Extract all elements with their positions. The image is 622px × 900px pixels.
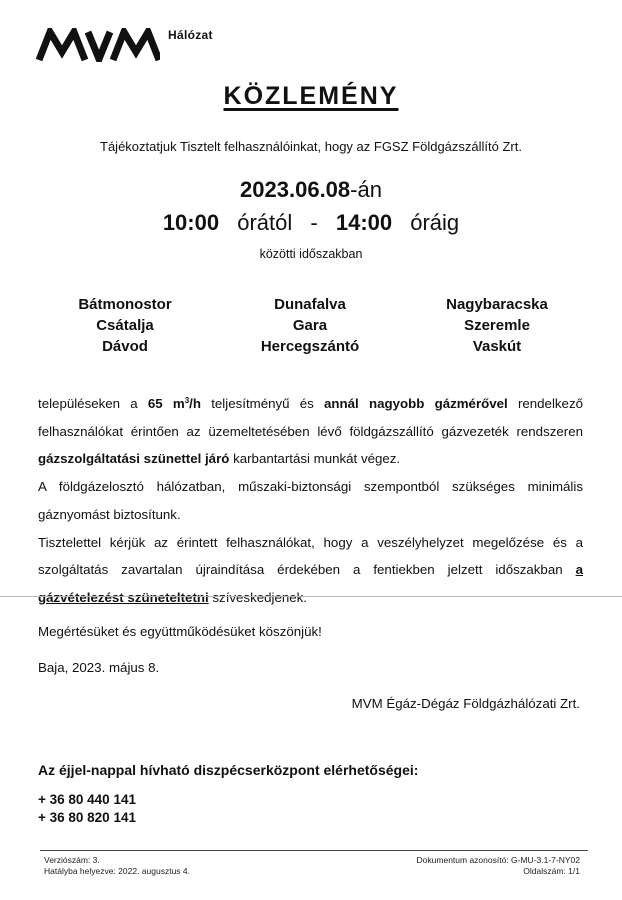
settlement-column-1 bbox=[55, 294, 195, 357]
mvm-logo bbox=[36, 28, 160, 62]
logo-subtitle: Hálózat bbox=[168, 28, 213, 42]
footer-divider bbox=[40, 850, 588, 851]
body-paragraph-2: A földgázelosztó hálózatban, műszaki-biztonsági szempontból szükséges minimális gáznyomást biztosítunk. bbox=[38, 479, 583, 522]
place-date: Baja, 2023. május 8. bbox=[38, 660, 160, 675]
divider bbox=[0, 596, 622, 597]
body-paragraph-3: Tisztelettel kérjük az érintett felhasználókat, hogy a veszélyhelyzet megelőzése és a szolgáltatás zavartalan újraindítása érdekében a fentiekben jelzett időszakban a gázvételezést szüneteltetni szíveskedjenek. bbox=[38, 534, 583, 605]
to-word: óráig bbox=[410, 210, 460, 235]
time-from: 10:00 bbox=[162, 210, 220, 235]
settlement-column-3 bbox=[422, 294, 572, 357]
effective-date: Hatályba helyezve: 2022. augusztus 4. bbox=[44, 866, 191, 876]
outage-date bbox=[0, 177, 622, 203]
body-paragraph-1: településeken a 65 $m^3/h$ teljesítményű és annál nagyobb gázmérővel rendelkező felhasználókat érintően az üzemeltetésében lévő földgázszállító gázvezeték rendszeren gázszolgáltatási szünettel járó karbantartási munkát végez. bbox=[38, 396, 583, 467]
phone-number: + 36 80 440 141 bbox=[38, 792, 136, 807]
from-word: órától bbox=[237, 210, 293, 235]
settlement-item: Gara bbox=[292, 317, 328, 334]
intro-text: Tájékoztatjuk Tisztelt felhasználóinkat, hogy az FGSZ Földgázszállító Zrt. bbox=[100, 139, 522, 154]
page-title bbox=[0, 82, 622, 111]
date-value: 2023.06.08 bbox=[240, 177, 351, 202]
settlement-column-2 bbox=[240, 294, 380, 357]
time-dash: - bbox=[310, 210, 318, 235]
outage-time bbox=[0, 210, 622, 236]
footer-right bbox=[417, 855, 580, 877]
version-number: Verziószám: 3. bbox=[44, 855, 100, 865]
settlement-item: Vaskút bbox=[472, 338, 522, 355]
settlement-item: Bátmonostor bbox=[78, 296, 172, 313]
title-text: KÖZLEMÉNY bbox=[223, 82, 399, 110]
signature: MVM Égáz-Dégáz Földgázhálózati Zrt. bbox=[351, 696, 580, 711]
time-to: 14:00 bbox=[335, 210, 393, 235]
settlement-item: Nagybaracska bbox=[446, 296, 548, 313]
notice-body bbox=[38, 390, 583, 612]
settlement-item: Dávod bbox=[102, 338, 148, 355]
footer-left bbox=[44, 855, 190, 877]
settlement-item: Dunafalva bbox=[274, 296, 346, 313]
settlement-item: Szeremle bbox=[464, 317, 530, 334]
document-id: Dokumentum azonosító: G-MU-3.1-7-NY02 bbox=[416, 855, 580, 865]
settlement-item: Hercegszántó bbox=[260, 338, 360, 355]
date-suffix: -án bbox=[350, 177, 382, 202]
settlement-item: Csátalja bbox=[96, 317, 154, 334]
period-text: közötti időszakban bbox=[259, 247, 363, 261]
phone-number: + 36 80 820 141 bbox=[38, 810, 136, 825]
page-number: Oldalszám: 1/1 bbox=[523, 866, 580, 876]
stop-consumption-emphasis: a gázvételezést szüneteltetni bbox=[38, 562, 583, 605]
thanks-text: Megértésüket és együttműködésüket köszönjük! bbox=[38, 624, 322, 639]
dispatch-heading: Az éjjel-nappal hívható diszpécserközpont elérhetőségei: bbox=[38, 762, 419, 778]
